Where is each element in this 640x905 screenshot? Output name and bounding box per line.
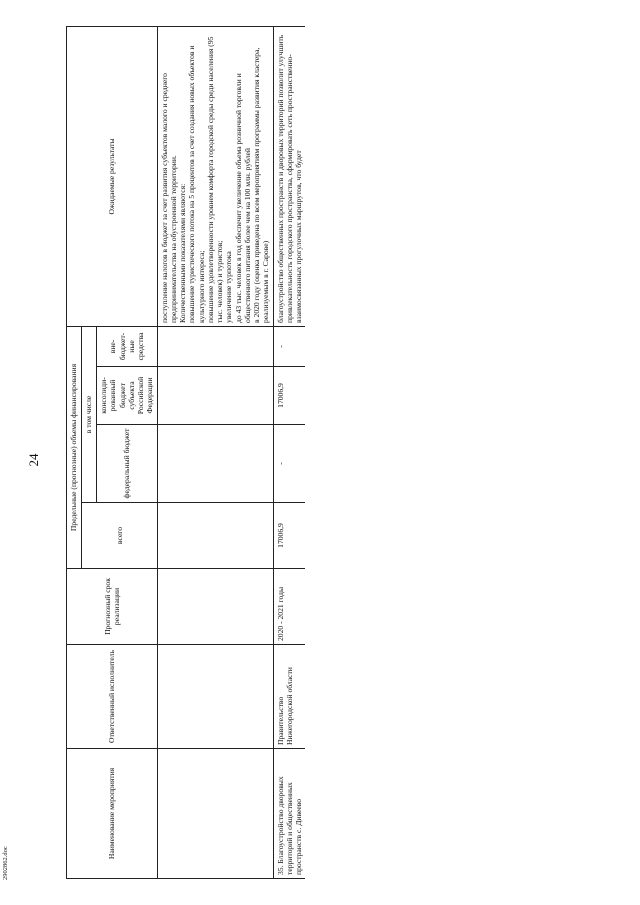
- header-regional: консолиди-рованный бюджет субъекта Российской Федерации: [97, 367, 158, 425]
- results-line: повышение туристического потока на 5 процентов за счет создания новых объектов и культурного интереса;: [187, 45, 206, 323]
- results-cell: благоустройство общественных пространств и дворовых территорий позволит улучшить привлекательность городского пространства, сформировать сеть пространственно-взаимосвязанных прогулочных маршрутов, что будет: [273, 26, 305, 326]
- header-funding-group: Предельные (прогнозные) объемы финансирования: [67, 326, 82, 568]
- header-total: всего: [82, 503, 158, 569]
- term-cell: 2020 - 2021 годы: [273, 569, 305, 645]
- results-line: Количественными показателями являются:: [178, 183, 187, 323]
- header-executor: Ответственный исполнитель: [67, 645, 158, 749]
- page-number: 24: [26, 453, 41, 467]
- header-federal: федеральный бюджет: [97, 425, 158, 503]
- results-line: в 2020 году (оценка приведена по всем мероприятиям программы развития кластера, реализуемым в г. Сарове): [252, 47, 271, 323]
- regional-cell: 17006,9: [273, 367, 305, 425]
- funding-table: [66, 26, 305, 879]
- file-code: 2902862.doc: [2, 846, 9, 880]
- results-line: повышение удовлетворенности уровнем комфорта городской среды среди населения (95 тыс. человек) и туристов;: [205, 36, 224, 323]
- header-term: Прогнозный срок реализации: [67, 569, 158, 645]
- results-line: до 43 тыс. человек в год обеспечит увеличение объема розничной торговли и общественного питания более чем на 100 млн. рублей: [233, 73, 252, 323]
- executor-cell: Правительство Нижегородской области: [273, 645, 305, 749]
- rotated-table-sheet: [66, 27, 586, 879]
- row-number: 35.: [275, 865, 285, 875]
- continued-row: [157, 26, 273, 878]
- results-line: поступление налогов в бюджет за счет развития субъектов малого и среднего предпринимательства на обустроенной территории.: [159, 73, 178, 323]
- measure-name: Благоустройство дворовых территорий и общественных пространств с. Дивеево: [275, 776, 303, 875]
- federal-cell: -: [273, 425, 305, 503]
- table-row-35: [273, 26, 305, 878]
- results-line: увеличение турпотока: [224, 251, 234, 323]
- extra-cell: -: [273, 326, 305, 366]
- header-results: Ожидаемые результаты: [67, 26, 158, 326]
- header-extra: вне-бюджет-ные средства: [97, 326, 158, 366]
- total-cell: 17006,9: [273, 503, 305, 569]
- continued-results-cell: [157, 26, 273, 326]
- header-in-that: в том числе: [82, 326, 97, 502]
- measure-name-cell: [273, 749, 305, 879]
- header-measure-name: Наименование мероприятия: [67, 749, 158, 879]
